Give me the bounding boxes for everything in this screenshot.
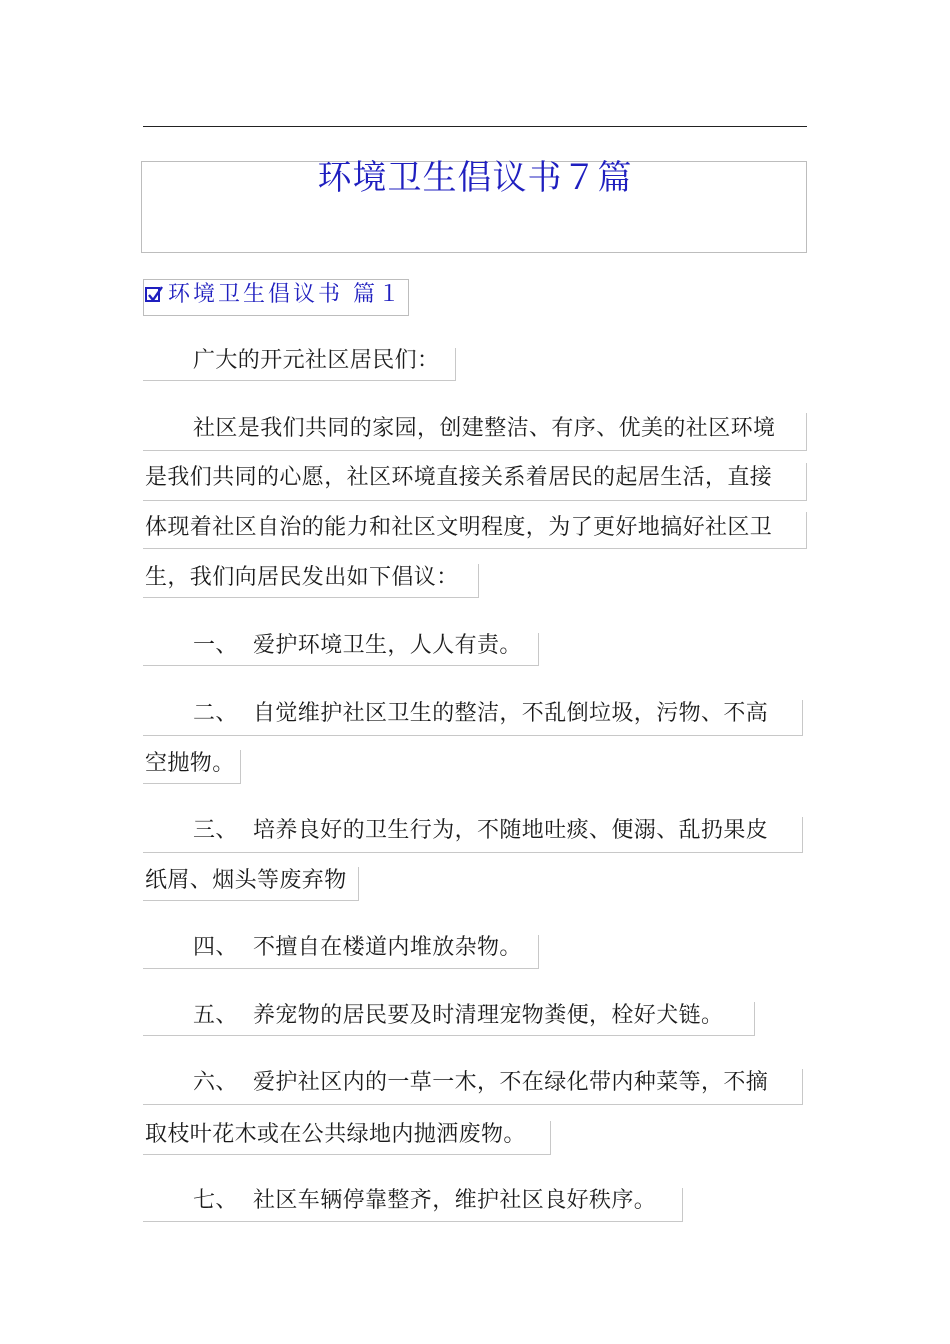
intro-line: 社区是我们共同的家园，创建整洁、有序、优美的社区环境 (193, 416, 776, 441)
item-number: 七、 (193, 1188, 238, 1213)
list-item (193, 1072, 768, 1094)
list-item (193, 635, 522, 657)
list-item (193, 1190, 656, 1212)
item-text: 培养良好的卫生行为，不随地吐痰、便溺、乱扔果皮 (253, 818, 769, 843)
section-title: 环境卫生倡议书 篇１ (168, 282, 403, 307)
item-text: 不擅自在楼道内堆放杂物。 (253, 935, 522, 960)
item-number: 五、 (193, 1003, 238, 1028)
item-number: 一、 (193, 633, 238, 658)
item-text-continued: 空抛物。 (145, 751, 235, 776)
list-item (193, 937, 522, 959)
item-number: 六、 (193, 1070, 238, 1095)
item-text-continued: 纸屑、烟头等废弃物 (145, 868, 347, 893)
list-item (193, 820, 768, 842)
list-item (193, 1005, 723, 1027)
intro-line: 生，我们向居民发出如下倡议： (145, 565, 459, 590)
item-number: 二、 (193, 701, 238, 726)
page-title: 环境卫生倡议书７篇 (317, 158, 633, 198)
list-item (193, 703, 768, 725)
top-rule (143, 126, 807, 127)
item-text-continued: 取枝叶花木或在公共绿地内抛洒废物。 (145, 1122, 526, 1147)
salutation: 广大的开元社区居民们： (193, 348, 440, 373)
item-text: 爱护环境卫生，人人有责。 (253, 633, 522, 658)
checkbox-checked-icon (145, 287, 160, 302)
item-text: 社区车辆停靠整齐，维护社区良好秩序。 (253, 1188, 657, 1213)
item-text: 养宠物的居民要及时清理宠物粪便，栓好犬链。 (253, 1003, 724, 1028)
item-text: 爱护社区内的一草一木，不在绿化带内种菜等，不摘 (253, 1070, 769, 1095)
item-text: 自觉维护社区卫生的整洁，不乱倒垃圾，污物、不高 (253, 701, 769, 726)
item-number: 三、 (193, 818, 238, 843)
item-number: 四、 (193, 935, 238, 960)
intro-line: 是我们共同的心愿，社区环境直接关系着居民的起居生活，直接 (145, 465, 773, 490)
intro-line: 体现着社区自治的能力和社区文明程度，为了更好地搞好社区卫 (145, 515, 773, 540)
